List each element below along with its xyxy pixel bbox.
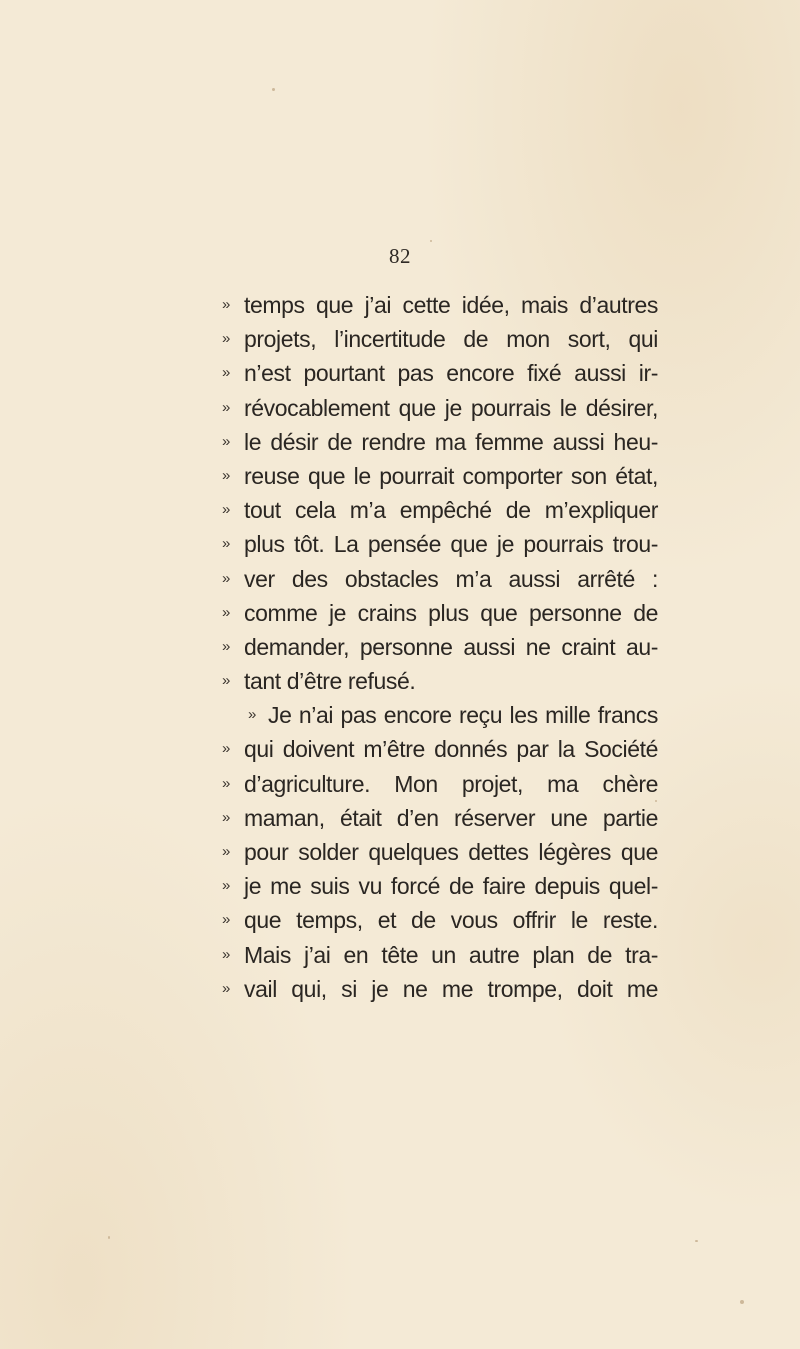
line-text: temps que j’ai cette idée, mais d’autres	[244, 292, 658, 318]
line-text: que temps, et de vous offrir le reste.	[244, 907, 658, 934]
text-line	[222, 356, 658, 390]
text-line	[222, 869, 658, 903]
text-line	[222, 664, 658, 698]
line-text: n’est pourtant pas encore fixé aussi ir-	[244, 360, 658, 387]
quote-mark: »	[222, 945, 231, 963]
line-text: le désir de rendre ma femme aussi heu-	[244, 428, 658, 455]
line-text: reuse que le pourrait comporter son état,	[244, 462, 658, 489]
text-line	[222, 801, 658, 835]
quote-mark: »	[222, 296, 231, 313]
line-text: Mais j’ai en tête un autre plan de tra-	[244, 941, 658, 968]
text-line	[222, 903, 658, 937]
text-line	[222, 835, 658, 869]
line-text: Je n’ai pas encore reçu les mille francs	[268, 702, 658, 729]
quote-mark: »	[222, 330, 231, 348]
paper-speck	[740, 1300, 744, 1304]
quote-mark: »	[222, 569, 231, 587]
text-line	[222, 288, 658, 322]
line-text: d’agriculture. Mon projet, ma chère	[244, 770, 658, 797]
quote-mark: »	[222, 398, 231, 416]
quote-mark: »	[222, 808, 231, 826]
quote-mark: »	[222, 364, 231, 382]
text-line	[222, 391, 658, 425]
quote-mark: »	[222, 466, 231, 484]
line-text: demander, personne aussi ne craint au-	[244, 633, 658, 660]
text-line	[222, 322, 658, 356]
quote-mark: »	[222, 603, 231, 621]
quote-mark: »	[222, 740, 231, 758]
line-text: je me suis vu forcé de faire depuis quel-	[244, 873, 658, 900]
line-text: tant d’être refusé.	[244, 668, 416, 695]
quote-mark: »	[248, 706, 257, 724]
paper-speck	[108, 1236, 110, 1239]
body-text	[222, 288, 658, 1006]
quote-mark: »	[222, 774, 231, 792]
text-line	[222, 732, 658, 766]
text-line	[222, 596, 658, 630]
quote-mark: »	[222, 979, 231, 997]
paper-speck	[695, 1240, 698, 1242]
text-line	[222, 425, 658, 459]
line-text: révocablement que je pourrais le désirer,	[244, 394, 658, 421]
text-line	[222, 767, 658, 801]
line-text: plus tôt. La pensée que je pourrais trou-	[244, 531, 658, 558]
line-text: vail qui, si je ne me trompe, doit me	[244, 975, 658, 1002]
text-line	[222, 698, 658, 732]
text-line	[222, 938, 658, 972]
quote-mark: »	[222, 911, 231, 929]
line-text: pour solder quelques dettes légères que	[244, 839, 658, 865]
line-text: maman, était d’en réserver une partie	[244, 804, 658, 831]
quote-mark: »	[222, 432, 231, 450]
text-line	[222, 527, 658, 561]
line-text: ver des obstacles m’a aussi arrêté :	[244, 565, 658, 592]
line-text: tout cela m’a empêché de m’expliquer	[244, 497, 658, 524]
quote-mark: »	[222, 637, 231, 655]
page-number: 82	[389, 244, 411, 268]
line-text: projets, l’incertitude de mon sort, qui	[244, 326, 658, 353]
paper-speck	[272, 88, 275, 91]
text-line	[222, 493, 658, 527]
quote-mark: »	[222, 501, 231, 519]
line-text: qui doivent m’être donnés par la Société	[244, 736, 658, 763]
quote-mark: »	[222, 672, 231, 690]
paper-speck	[430, 240, 432, 242]
text-line	[222, 630, 658, 664]
line-text: comme je crains plus que personne de	[244, 599, 658, 626]
text-line	[222, 562, 658, 596]
quote-mark: »	[222, 843, 231, 860]
text-line	[222, 459, 658, 493]
text-line	[222, 972, 658, 1006]
quote-mark: »	[222, 535, 231, 553]
quote-mark: »	[222, 877, 231, 895]
